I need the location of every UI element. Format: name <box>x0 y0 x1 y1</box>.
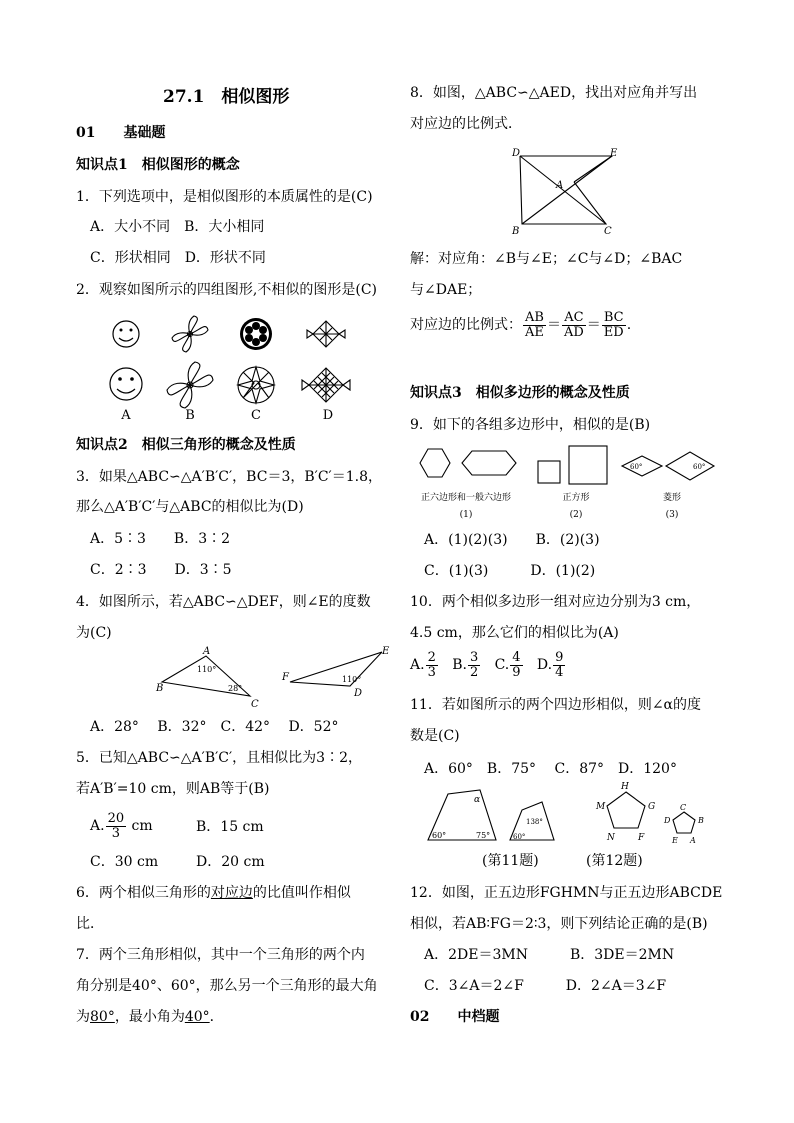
question-9: 9．如下的各组多边形中，相似的是(B) <box>410 417 651 433</box>
knowledge-point-3: 知识点3 相似多边形的概念及性质 <box>410 385 630 401</box>
fraction-denominator: 9 <box>512 664 521 680</box>
question-7-answer-min: 40° <box>184 1009 210 1025</box>
question-10-line-2: 4.5 cm，那么它们的相似比为(A) <box>410 625 619 641</box>
question-2: 2．观察如图所示的四组图形,不相似的图形是(C) <box>76 282 377 298</box>
figure-caption-11: (第11题) <box>482 853 539 869</box>
question-5-option-c: C．30 cm <box>90 854 159 870</box>
question-7-line-2: 角分别是40°、60°，那么另一个三角形的最大角 <box>76 978 378 994</box>
fraction-denominator: 3 <box>427 664 436 680</box>
option-a-label: A. <box>90 818 105 834</box>
fraction-20-3 <box>106 812 127 841</box>
angle-c-label: 28° <box>228 684 243 693</box>
question-12-options-ab: A．2DE＝3MN B．3DE＝2MN <box>424 947 675 963</box>
question-12-line-2: 相似，若AB∶FG＝2∶3，则下列结论正确的是(B) <box>410 916 708 932</box>
question-3-options-cd: C．2∶3 D．3∶5 <box>90 562 232 578</box>
question-12-options-cd: C．3∠A＝2∠F D．2∠A＝3∠F <box>424 978 667 994</box>
question-3-line-2: 那么△A′B′C′与△ABC的相似比为(D) <box>76 499 304 515</box>
question-8-line-1: 8．如图，△ABC∽△AED，找出对应角并写出 <box>410 85 698 101</box>
vertex-a-label: A <box>690 836 696 845</box>
fraction-ab-ae <box>523 311 546 340</box>
option-a-label: A. <box>410 657 425 673</box>
equals-sign: ＝ <box>546 317 561 333</box>
fraction-numerator: 9 <box>555 649 564 665</box>
question-4-line-1: 4．如图所示，若△ABC∽△DEF，则∠E的度数 <box>76 594 371 610</box>
question-7-text-end: ． <box>209 1009 224 1025</box>
vertex-c-label: C <box>251 699 259 710</box>
question-6-answer: 对应边 <box>210 885 253 901</box>
fraction-denominator: ED <box>603 324 624 340</box>
fraction-ac-ad <box>562 311 586 340</box>
fraction-numerator: 3 <box>469 649 479 665</box>
section-basic-heading: 01 基础题 <box>76 125 166 141</box>
question-11-line-1: 11．若如图所示的两个四边形相似，则∠α的度 <box>410 697 701 713</box>
question-6-text: 6．两个相似三角形的 <box>76 885 211 901</box>
vertex-d-label: D <box>664 816 671 825</box>
question-5-line-1: 5．已知△ABC∽△A′B′C′，且相似比为3∶2， <box>76 750 363 766</box>
general-hexagon-shape <box>462 451 516 475</box>
caption-squares: 正方形 <box>562 493 590 503</box>
fraction-numerator: 2 <box>427 649 436 665</box>
angle-138-label: 138° <box>526 818 543 826</box>
fraction-numerator: 20 <box>107 810 125 826</box>
vertex-b-label: B <box>156 683 164 694</box>
question-8-answer-line-2: 与∠DAE； <box>410 282 482 298</box>
figure-label-a: A <box>121 408 131 423</box>
fraction-3-2 <box>468 651 480 680</box>
question-9-options-cd: C．(1)(3) D．(1)(2) <box>424 563 596 579</box>
vertex-c-label: C <box>680 803 687 812</box>
question-7-line-1: 7．两个三角形相似，其中一个三角形的两个内 <box>76 947 365 963</box>
question-3-options-ab: A．5∶3 B．3∶2 <box>90 531 231 547</box>
regular-hexagon-shape <box>420 449 450 477</box>
question-10-line-1: 10．两个相似多边形一组对应边分别为3 cm， <box>410 594 701 610</box>
figure-label-d: D <box>322 408 334 423</box>
fraction-denominator: 4 <box>555 664 564 680</box>
caption-hexagons: 正六边形和一般六边形 <box>420 493 512 503</box>
large-rhombus-shape <box>666 452 714 480</box>
equals-sign: ＝ <box>586 317 601 333</box>
question-4-options: A．28° B．32° C．42° D．52° <box>90 719 339 735</box>
period: . <box>626 317 632 333</box>
vertex-d-label: D <box>354 688 363 699</box>
question-5-option-d: D．20 cm <box>196 854 265 870</box>
question-10-options <box>410 647 566 683</box>
vertex-a-label: A <box>556 180 564 191</box>
rosette-outline-icon <box>238 367 274 403</box>
question-8-answer-line-3 <box>410 306 631 344</box>
fraction-2-3 <box>426 651 438 680</box>
question-7-text: 为 <box>76 1009 90 1025</box>
vertex-g-label: G <box>648 802 656 812</box>
vertex-a-label: A <box>203 646 211 657</box>
fraction-denominator: AD <box>563 324 584 340</box>
angle-60-label: 60° <box>432 831 447 840</box>
question-4-line-2: 为(C) <box>76 625 112 641</box>
rhombus-angle-label: 60° <box>630 463 643 471</box>
fraction-bc-ed <box>602 311 626 340</box>
vertex-h-label: H <box>621 782 629 792</box>
question-6-line-2: 比． <box>76 916 104 932</box>
large-square-shape <box>569 446 607 484</box>
fraction-numerator: BC <box>602 311 626 326</box>
fraction-denominator: 2 <box>469 664 479 680</box>
question-2-figure <box>106 308 386 424</box>
angle-d-label: 110° <box>342 675 362 684</box>
pentagon-large-shape <box>607 792 645 828</box>
fraction-numerator: AC <box>562 311 586 326</box>
question-9-options-ab: A．(1)(2)(3) B．(2)(3) <box>424 532 600 548</box>
fraction-numerator: 4 <box>512 649 521 665</box>
chinese-knot-large-icon <box>302 368 350 402</box>
fraction-denominator: 3 <box>111 825 120 841</box>
question-5-option-b: B．15 cm <box>196 819 264 835</box>
question-1-options-ab: A．大小不同 B．大小相同 <box>90 219 265 235</box>
option-d-label: D. <box>536 657 553 673</box>
knowledge-point-1: 知识点1 相似图形的概念 <box>76 157 240 173</box>
question-11-line-2: 数是(C) <box>410 728 460 744</box>
proportion-label: 对应边的比例式： <box>410 317 522 333</box>
question-8-line-2: 对应边的比例式． <box>410 116 522 132</box>
vertex-f-label: F <box>638 833 645 843</box>
fraction-9-4 <box>553 651 565 680</box>
question-5-line-2: 若A′B′=10 cm，则AB等于(B) <box>76 781 270 797</box>
figure-label-b: B <box>185 408 195 423</box>
alpha-label: α <box>474 795 481 805</box>
question-9-figure <box>410 444 726 524</box>
pinwheel-flower-large-icon <box>167 362 213 408</box>
caption-rhombi: 菱形 <box>662 493 682 503</box>
smiley-small-icon <box>113 321 139 347</box>
rhombus-angle-label: 60° <box>693 463 706 471</box>
vertex-b-label: B <box>698 816 704 825</box>
question-3-line-1: 3．如果△ABC∽△A′B′C′，BC＝3，B′C′＝1.8， <box>76 469 382 485</box>
angle-a-label: 110° <box>197 665 217 674</box>
question-1: 1．下列选项中，是相似图形的本质属性的是(C) <box>76 189 373 205</box>
question-8-answer-line-1: 解：对应角：∠B与∠E；∠C与∠D；∠BAC <box>410 251 683 267</box>
small-square-shape <box>538 461 560 483</box>
question-7-text-mid: ，最小角为 <box>114 1009 185 1025</box>
question-5-option-a <box>90 809 153 843</box>
question-8-figure <box>506 144 626 236</box>
caption-number-2: (2) <box>569 510 583 520</box>
angle-75-label: 75° <box>476 831 491 840</box>
option-c-label: C. <box>494 657 510 673</box>
pentagon-small-shape <box>673 812 695 833</box>
rosette-filled-icon <box>240 318 272 350</box>
option-b-label: B. <box>452 657 467 673</box>
vertex-n-label: N <box>607 833 615 843</box>
vertex-b-label: B <box>512 226 520 236</box>
pinwheel-flower-small-icon <box>172 316 208 352</box>
vertex-c-label: C <box>604 226 612 236</box>
vertex-e-label: E <box>610 148 618 159</box>
fraction-4-9 <box>510 651 522 680</box>
vertex-e-label: E <box>382 646 390 657</box>
chinese-knot-small-icon <box>307 321 345 347</box>
question-1-options-cd: C．形状相同 D．形状不同 <box>90 250 266 266</box>
fraction-denominator: AE <box>525 324 544 340</box>
page-title: 27.1 相似图形 <box>163 87 290 107</box>
vertex-e-label: E <box>672 836 678 845</box>
caption-number-1: (1) <box>459 510 473 520</box>
knowledge-point-2: 知识点2 相似三角形的概念及性质 <box>76 437 296 453</box>
vertex-f-label: F <box>282 672 289 683</box>
vertex-d-label: D <box>512 148 521 159</box>
question-7-line-3 <box>76 1008 224 1026</box>
question-4-figure <box>150 644 390 714</box>
angle-60-small-label: 60° <box>513 833 526 841</box>
fraction-numerator: AB <box>525 309 544 325</box>
question-11-options: A．60° B．75° C．87° D．120° <box>424 761 677 777</box>
section-intermediate-heading: 02 中档题 <box>410 1009 500 1025</box>
figure-caption-12: (第12题) <box>586 853 643 869</box>
question-11-12-figure <box>410 780 730 846</box>
vertex-m-label: M <box>596 802 606 812</box>
smiley-large-icon <box>110 368 142 400</box>
option-a-unit: cm <box>127 818 153 834</box>
question-12-line-1: 12．如图，正五边形FGHMN与正五边形ABCDE <box>410 885 723 901</box>
figure-label-c: C <box>251 408 261 423</box>
question-6-text-end: 的比值叫作相似 <box>252 885 351 901</box>
caption-number-3: (3) <box>665 510 679 520</box>
question-7-answer-max: 80° <box>90 1009 115 1025</box>
question-6-line-1 <box>76 884 351 902</box>
